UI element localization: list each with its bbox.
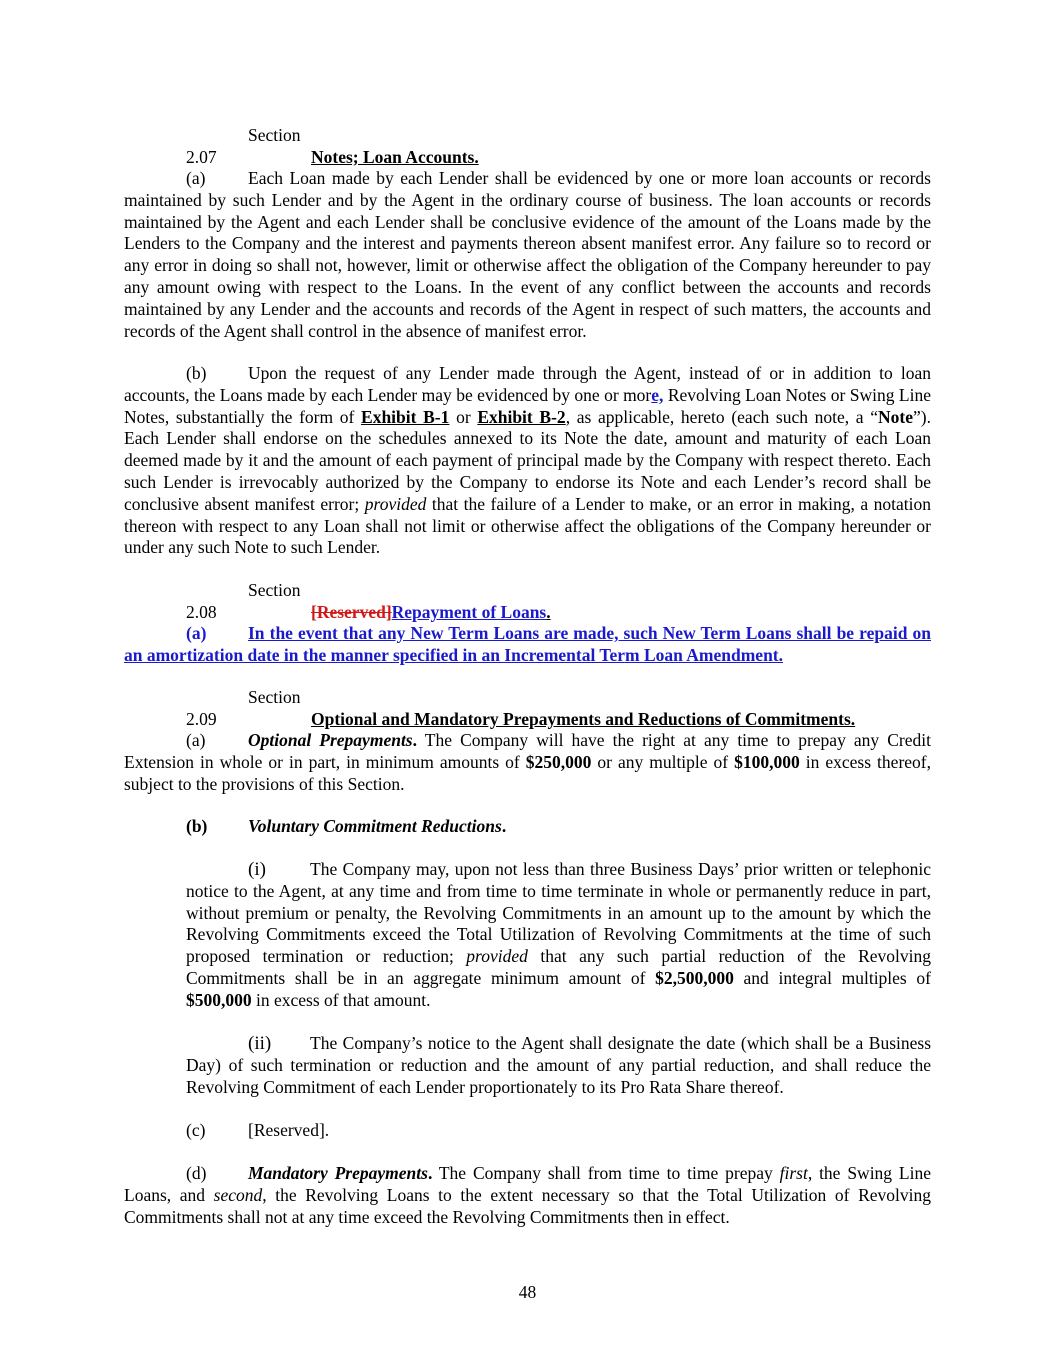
paragraph-label: (ii): [248, 1033, 272, 1054]
amount: $500,000: [186, 989, 252, 1010]
section-title: Optional and Mandatory Prepayments and Reductions of Commitments.: [311, 708, 856, 729]
paragraph-text: ”). Each Lender shall endorse on the schedules annexed to its Note the date, amount and maturity of each Loan deemed made by it and the amount of each payment of principal made by the Company with respect thereto. Each such Lender is irrevocably authorized by the Company to endorse its Note and each Lender’s record shall be conclusive absent manifest error;: [124, 406, 931, 514]
section-2-09-heading: [124, 687, 931, 731]
paragraph-text: , the Swing Line Loans, and: [124, 1163, 931, 1205]
paragraph-text: or any multiple of: [591, 751, 735, 772]
section-number: Section 2.09: [186, 687, 301, 729]
paragraph-text: that the failure of a Lender to make, or an error in making, a notation thereon with respect to any Loan shall not limit or otherwise affect the obligations of the Company hereunder or under any such Note to such Lender.: [124, 493, 931, 558]
paragraph-text: , as applicable, hereto (each such note, a “: [565, 406, 879, 427]
paragraph-text: Revolving Loan Notes or Swing Line Notes, substantially the form of: [124, 384, 931, 427]
paragraph-text: The Company’s notice to the Agent shall designate the date (which shall be a Business Day) of such termination or reduction and the amount of any partial reduction, and shall reduce the Revolving Commitment of each Lender proportionately to its Pro Rata Share thereof.: [186, 1033, 931, 1097]
deleted-text: [Reserved]: [311, 601, 392, 622]
section-number: Section 2.07: [186, 125, 301, 167]
paragraph-text: The Company shall from time to time prepay: [432, 1163, 780, 1183]
heading-period: .: [412, 730, 417, 750]
section-number: Section 2.08: [186, 580, 301, 622]
heading-period: .: [501, 816, 507, 836]
paragraph-label: (d): [186, 1163, 207, 1183]
paragraph-label: (b): [186, 816, 208, 836]
paragraph-text: or: [449, 406, 478, 427]
paragraph-heading: Voluntary Commitment Reductions: [248, 816, 502, 836]
paragraph-2-09-b-i: [186, 859, 931, 1012]
paragraph-2-08-a: [124, 623, 931, 667]
paragraph-text: Each Loan made by each Lender shall be evidenced by one or more loan accounts or records maintained by such Lender and by the Agent in the ordinary course of business. The loan accounts or records maintained by the Agent and each Lender shall be conclusive evidence of the amount of the Loans made by the Lenders to the Company and the interest and payments thereon absent manifest error. Any failure so to record or any error in doing so shall not, however, limit or otherwise affect the obligation of the Company hereunder to pay any amount owing with respect to the Loans. In the event of any conflict between the accounts and records maintained by any Lender and the accounts and records of the Agent in respect of such matters, the accounts and records of the Agent shall control in the absence of manifest error.: [124, 168, 931, 341]
paragraph-2-09-a: [124, 730, 931, 795]
section-2-07-heading: [124, 125, 931, 169]
paragraph-text: [Reserved].: [248, 1120, 330, 1140]
exhibit-reference: Exhibit B-1: [361, 406, 450, 427]
proviso-term: provided: [364, 493, 427, 514]
heading-period: .: [427, 1163, 433, 1183]
paragraph-label: (i): [248, 859, 266, 880]
amount: $250,000: [525, 751, 592, 772]
paragraph-2-07-a: [124, 168, 931, 342]
paragraph-text: in excess of that amount.: [251, 989, 431, 1010]
paragraph-text: The Company may, upon not less than three Business Days’ prior written or telephonic notice to the Agent, at any time and from time to time terminate in whole or permanently reduce in part, without premium or penalty, the Revolving Commitments in an amount up to the amount by which the Revolving Commitments exceed the Total Utilization of Revolving Commitments at the time of such proposed termination or reduction;: [186, 859, 931, 967]
paragraph-2-07-b: [124, 363, 931, 559]
section-2-08-heading: [124, 580, 931, 624]
paragraph-text: and integral multiples of: [733, 967, 931, 988]
paragraph-label: (a): [186, 730, 206, 750]
emphasis-term: first: [779, 1163, 808, 1183]
paragraph-label: (b): [186, 363, 207, 383]
paragraph-text: that any such partial reduction of the Revolving Commitments shall be in an aggregate minimum amount of: [186, 946, 931, 988]
paragraph-text: in excess thereof, subject to the provisions of this Section.: [124, 751, 931, 794]
paragraph-2-09-b-ii: [186, 1033, 931, 1098]
section-title: Notes; Loan Accounts.: [311, 146, 479, 167]
paragraph-label: (a): [186, 623, 207, 643]
paragraph-text: The Company will have the right at any time to prepay any Credit Extension in whole or in part, in minimum amounts of: [124, 730, 931, 772]
paragraph-2-09-d: [124, 1163, 931, 1228]
paragraph-label: (c): [186, 1120, 206, 1140]
page-number: 48: [518, 1282, 537, 1302]
inserted-text: Repayment of Loans: [391, 601, 547, 622]
amount: $2,500,000: [655, 967, 734, 988]
paragraph-text: , the Revolving Loans to the extent necessary so that the Total Utilization of Revolving Commitments shall not at any time exceed the Revolving Commitments then in effect.: [124, 1184, 931, 1227]
paragraph-heading: Mandatory Prepayments: [248, 1163, 428, 1183]
defined-term: Note: [878, 406, 914, 427]
paragraph-2-09-c: [124, 1120, 931, 1142]
emphasis-term: second: [213, 1184, 263, 1205]
paragraph-text: Upon the request of any Lender made through the Agent, instead of or in addition to loan accounts, the Loans made by each Lender may be evidenced by one or mor: [124, 363, 931, 405]
heading-period: .: [546, 601, 551, 622]
inserted-text: e,: [651, 384, 664, 405]
paragraph-text: In the event that any New Term Loans are made, such New Term Loans shall be repaid on an amortization date in the manner specified in an Incremental Term Loan Amendment.: [124, 623, 931, 665]
proviso-term: provided: [466, 946, 528, 967]
exhibit-reference: Exhibit B-2: [477, 406, 566, 427]
amount: $100,000: [734, 751, 800, 772]
paragraph-label: (a): [186, 168, 206, 188]
paragraph-heading: Optional Prepayments: [248, 730, 413, 750]
paragraph-2-09-b: [124, 816, 931, 838]
